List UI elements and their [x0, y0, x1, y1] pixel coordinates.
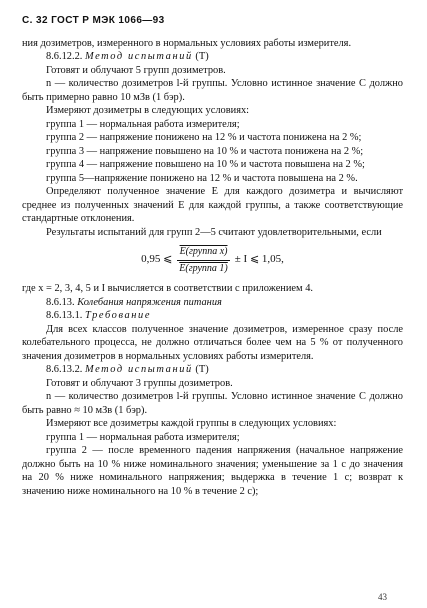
section-tail: (Т)	[195, 51, 209, 62]
paragraph: Измеряют все дозиметры каждой группы в следующих условиях:	[46, 418, 337, 429]
formula	[22, 245, 403, 275]
paragraph: Готовят и облучают 5 групп дозиметров.	[46, 64, 226, 76]
section-number: 8.6.12.2.	[46, 51, 83, 62]
section-8-6-12-2	[22, 50, 403, 64]
section-number: 8.6.13.2.	[46, 364, 83, 375]
paragraph: n — количество дозиметров l-й группы. Условно истинное значение С должно быть равно ≈ 10 мЗв (1 бэр).	[22, 391, 403, 416]
list-item: группа 5—напряжение понижено на 12 % и частота повышена на 2 %.	[46, 172, 358, 184]
paragraph: Измеряют дозиметры в следующих условиях:	[46, 105, 250, 116]
list-item: группа 2 — напряжение понижено на 12 % и частота понижена на 2 %;	[46, 132, 362, 143]
paragraph: Для всех классов полученное значение дозиметров, измеренное сразу после колебательного процесса, не должно отличаться более чем на 5 % от полученного значения дозиметров в нормальных условиях работы измерителя.	[22, 323, 403, 362]
section-8-6-13-2	[22, 363, 403, 377]
paragraph: где x = 2, 3, 4, 5 и I вычисляется в соответствии с приложением 4.	[22, 283, 314, 294]
formula-denominator: E(группа 1)	[179, 262, 228, 274]
list-item: группа 1 — нормальная работа измерителя;	[46, 431, 240, 443]
page-footer-mark: 43	[378, 591, 387, 602]
formula-numerator: E(группа x)	[177, 245, 231, 261]
formula-lead: 0,95 ⩽	[141, 253, 173, 266]
page-header: С. 32 ГОСТ Р МЭК 1066—93	[22, 15, 165, 26]
section-8-6-13-1	[22, 309, 403, 323]
formula-fraction	[176, 245, 230, 275]
section-title: Требование	[84, 310, 152, 321]
paragraph: Готовят и облучают 3 группы дозиметров.	[46, 377, 233, 389]
list-item: группа 2 — после временного падения напряжения (начальное напряжение должно быть на 10 % ниже номинального значения; уменьшение за 1 с до значения на 20 % ниже номинального напряжения; выдержка в течение 1 с; возврат к значению ниже номинального на 10 % в течение 2 с);	[22, 445, 403, 497]
paragraph: Результаты испытаний для групп 2—5 считают удовлетворительными, если	[46, 226, 382, 238]
section-title: Метод испытаний	[84, 51, 193, 62]
list-item: группа 4 — напряжение повышено на 10 % и частота повышена на 2 %;	[46, 159, 365, 170]
section-8-6-13	[22, 296, 403, 310]
paragraph: Определяют полученное значение E для каждого дозиметра и вычисляют среднее из полученных значений E для каждой группы, а также соответствующие стандартные отклонения.	[22, 186, 403, 224]
section-title: Метод испытаний	[84, 364, 193, 375]
section-tail: (Т)	[195, 364, 209, 375]
list-item: группа 3 — напряжение повышено на 10 % и частота понижена на 2 %;	[46, 145, 364, 157]
section-number: 8.6.13.1.	[46, 310, 83, 321]
section-title: Колебания напряжения питания	[77, 296, 222, 308]
paragraph-continuation: ния дозиметров, измеренного в нормальных условиях работы измерителя.	[22, 37, 352, 49]
formula-tail: ± I ⩽ 1,05,	[234, 253, 284, 266]
list-item: группа 1 — нормальная работа измерителя;	[46, 118, 240, 130]
paragraph: n — количество дозиметров l-й группы. Условно истинное значение С должно быть примерно равно 10 мЗв (1 бэр).	[22, 78, 403, 103]
section-number: 8.6.13.	[46, 296, 75, 308]
